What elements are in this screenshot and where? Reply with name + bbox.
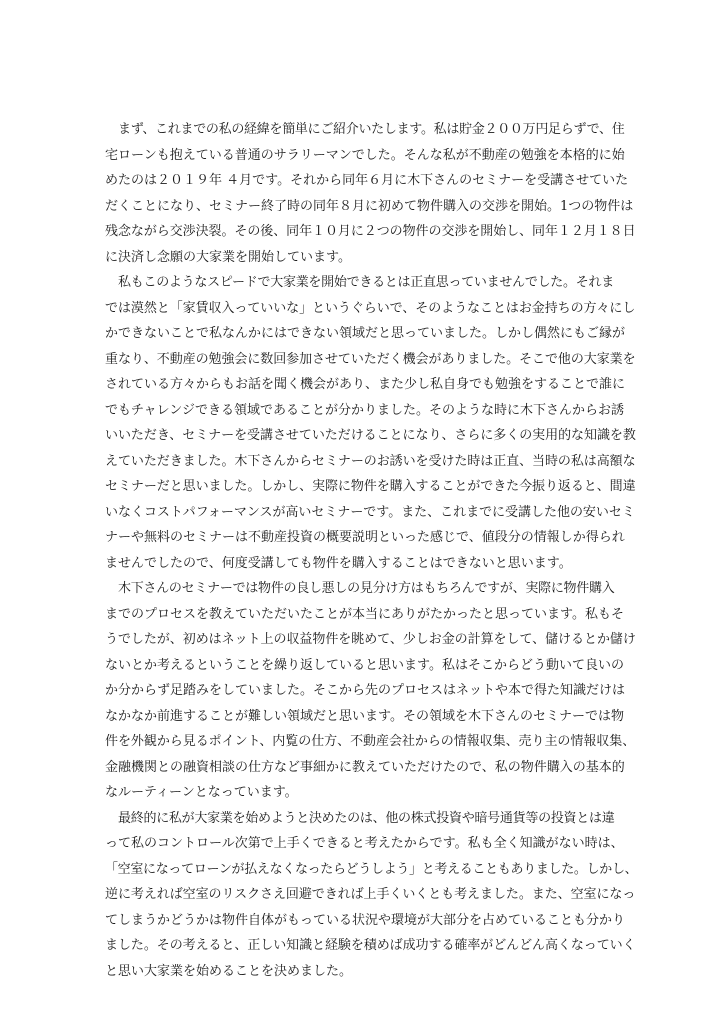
text-line: えていただきました。木下さんからセミナーのお誘いを受けた時は正直、当時の私は高額な [105,453,636,469]
text-line: なルーティーンとなっています。 [105,785,298,800]
text-line: では漠然と「家賃収入っていいな」というぐらいで、そのようなことはお金持ちの方々にし [105,300,636,316]
text-line: までのプロセスを教えていただいたことが本当にありがたかったと思っています。私もそ [105,606,624,622]
text-line: か分からず足踏みをしていました。そこから先のプロセスはネットや本で得た知識だけは [105,683,626,698]
text-line: に決済し念願の大家業を開始しています。 [105,249,351,265]
text-line: 金融機関との融資相談の仕方など事細かに教えていただけたので、私の物件購入の基本的 [105,759,625,775]
text-line: なかなか前進することが難しい領域だと思います。その領域を木下さんのセミナーでは物 [105,708,624,724]
text-line: 逆に考えれば空室のリスクさえ回避できれば上手くいくとも考えました。また、空室になっ [105,887,636,902]
text-line: って私のコントロール次第で上手くできると考えたからです。私も全く知識がない時は、 [105,836,624,851]
text-line: ナーや無料のセミナーは不動産投資の概要説明といった感じで、値段分の情報しか得られ [105,530,625,545]
text-line: ないとか考えるということを繰り返していると思います。私はそこからどう動いて良いの [105,657,624,673]
text-line: ませんでしたので、何度受講しても物件を購入することはできないと思います。 [105,555,572,571]
paragraph-2 [105,270,635,576]
text-line: 重なり、不動産の勉強会に数回参加させていただく機会がありました。そこで他の大家業を [105,351,636,367]
body-text [105,117,638,984]
text-line: まず、これまでの私の経緯を簡単にご紹介いたします。私は貯金２００万円足らずで、住 [118,122,625,137]
text-line: いなくコストパフォーマンスが高いセミナーです。また、これまでに受講した他の安いセミ [105,504,635,520]
text-line: 件を外観から見るポイント、内覧の仕方、不動産会社からの情報収集、売り主の情報収集、 [105,734,636,749]
text-line: と思い大家業を始めることを決めました。 [105,963,353,979]
text-line: でもチャレンジできる領域であることが分かりました。そのような時に木下さんからお誘 [105,402,624,418]
text-line: 残念ながら交渉決裂。その後、同年１０月に２つの物件の交渉を開始し、同年１２月１８日 [105,224,636,239]
text-line: されている方々からもお話を聞く機会があり、また少し私自身でも勉強をすることで誰に [105,377,626,392]
paragraph-4 [105,806,638,985]
text-line: 最終的に私が大家業を始めようと決めたのは、他の株式投資や暗号通貨等の投資とは違 [118,810,615,826]
text-line: かできないことで私なんかにはできない領域だと思っていました。しかし偶然にもご縁が [105,326,626,341]
text-line: 「空室になってローンが払えなくなったらどうしよう」と考えることもありました。しかし、 [105,861,638,877]
text-line: 木下さんのセミナーでは物件の良し悪しの見分け方はもちろんですが、実際に物件購入 [118,581,615,596]
text-line: 私もこのようなスピードで大家業を開始できるとは正直思っていませんでした。それま [118,275,614,290]
text-line: うでしたが、初めはネット上の収益物件を眺めて、少しお金の計算をして、儲けるとか儲け [105,632,636,647]
text-line: めたのは２０１９年 ４月です。それから同年６月に木下さんのセミナーを受講させていた [105,173,629,188]
paragraph-3 [105,576,635,806]
paragraph-1 [105,117,635,270]
text-line: てしまうかどうかは物件自体がもっている状況や環境が大部分を占めていることも分かり [105,912,626,928]
text-line: 宅ローンも抱えている普通のサラリーマンでした。そんな私が不動産の勉強を本格的に始 [105,147,625,163]
text-line: ました。その考えると、正しい知識と経験を積めば成功する確率がどんどん高くなっていく [105,938,636,953]
text-line: いいただき、セミナーを受講させていただけることになり、さらに多くの実用的な知識を教 [105,428,636,443]
text-line: セミナーだと思いました。しかし、実際に物件を購入することができた今振り返ると、間違 [105,479,636,494]
text-line: だくことになり、セミナー終了時の同年８月に初めて物件購入の交渉を開始。1つの物件は [105,198,634,214]
